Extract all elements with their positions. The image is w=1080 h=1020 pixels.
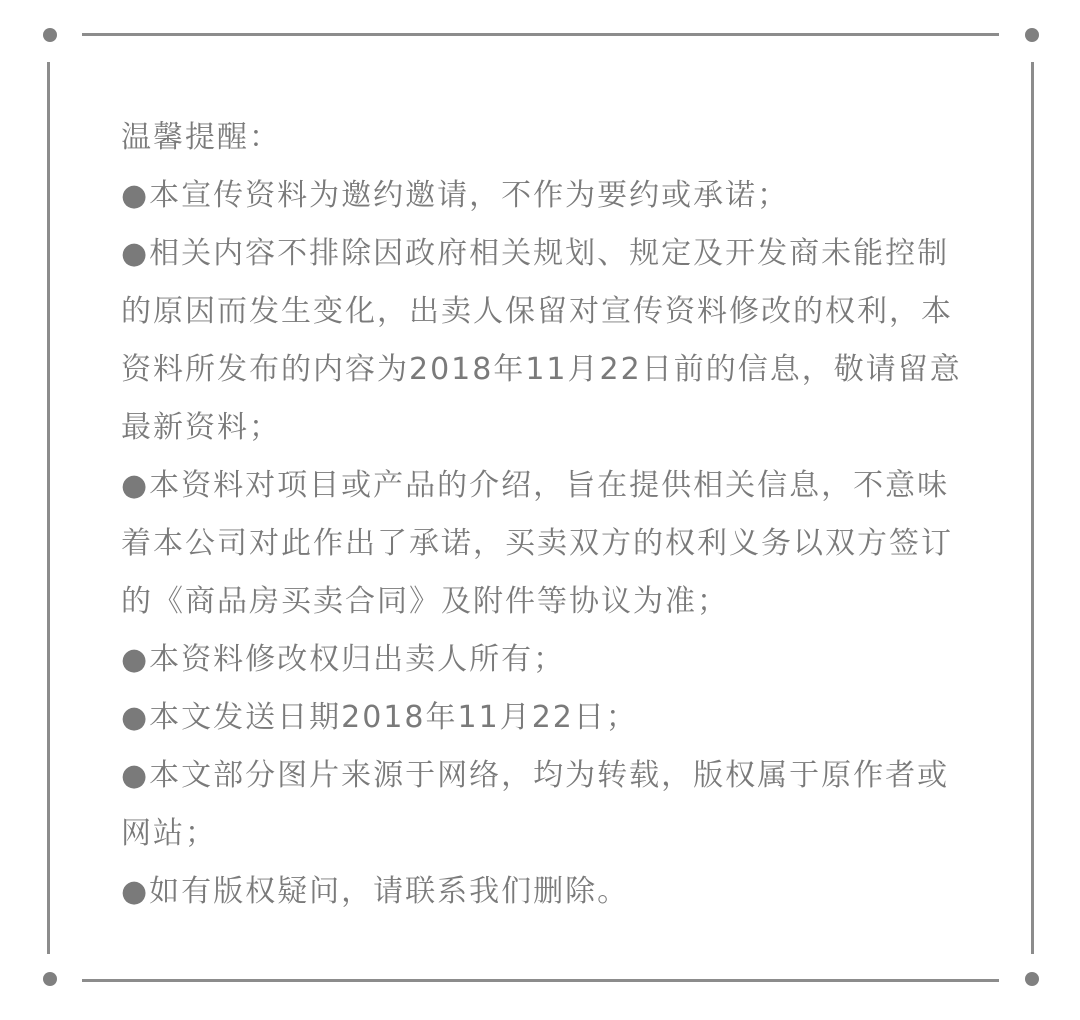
frame-top-line — [82, 33, 999, 36]
corner-dot-bottom-right — [1025, 972, 1039, 986]
notice-item-modification-rights: ●本资料修改权归出卖人所有； — [121, 642, 566, 677]
frame-bottom-line — [82, 979, 999, 982]
notice-heading: 温馨提醒： — [121, 120, 281, 155]
disclaimer-notice — [121, 109, 969, 921]
notice-item-image-sources: ●本文部分图片来源于网络，均为转载，版权属于原作者或网站； — [121, 758, 950, 851]
notice-item-project-intro: ●本资料对项目或产品的介绍，旨在提供相关信息，不意味着本公司对此作出了承诺，买卖双方的权利义务以双方签订的《商品房买卖合同》及附件等协议为准； — [121, 468, 953, 619]
notice-item-invitation: ●本宣传资料为邀约邀请，不作为要约或承诺； — [121, 178, 790, 213]
corner-dot-bottom-left — [43, 972, 57, 986]
notice-item-content-changes: ●相关内容不排除因政府相关规划、规定及开发商未能控制的原因而发生变化，出卖人保留对宣传资料修改的权利，本资料所发布的内容为2018年11月22日前的信息，敬请留意最新资料； — [121, 236, 962, 445]
frame-left-line — [47, 62, 50, 954]
corner-dot-top-right — [1025, 28, 1039, 42]
corner-dot-top-left — [43, 28, 57, 42]
notice-item-send-date: ●本文发送日期2018年11月22日； — [121, 700, 638, 735]
notice-item-copyright-contact: ●如有版权疑问，请联系我们删除。 — [121, 874, 630, 909]
frame-right-line — [1031, 62, 1034, 954]
